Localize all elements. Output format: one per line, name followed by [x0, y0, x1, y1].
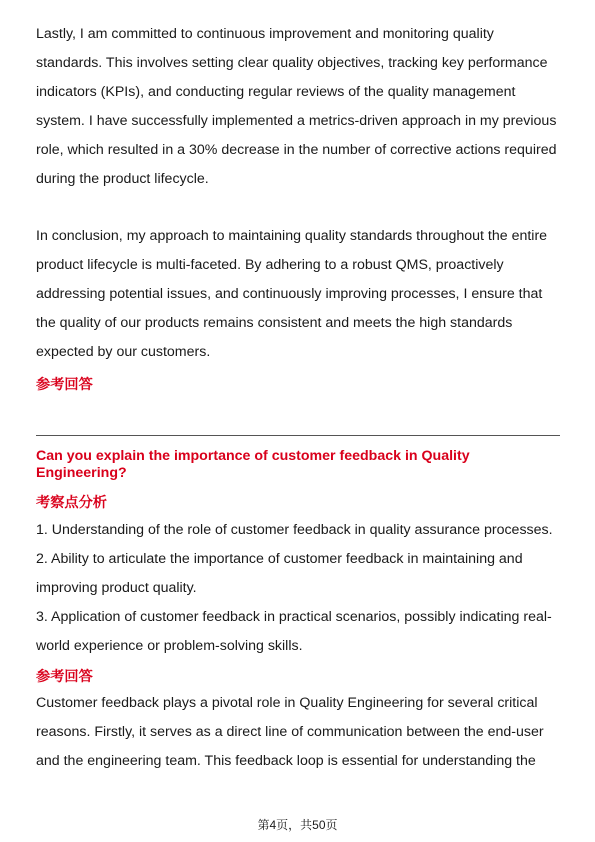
section-divider — [36, 435, 560, 436]
paragraph-continuous-improvement: Lastly, I am committed to continuous improvement and monitoring quality standards. This involves setting clear quality objectives, tracking key performance indicators (KPIs), and conducting regular reviews of the quality management system. I have successfully implemented a metrics-driven approach in my previous role, which resulted in a 30% decrease in the number of corrective actions required during the product lifecycle. — [36, 26, 557, 187]
analysis-point: 1. Understanding of the role of customer feedback in quality assurance processes. — [36, 522, 553, 538]
paragraph-conclusion: In conclusion, my approach to maintaining quality standards throughout the entire product lifecycle is multi-faceted. By adhering to a robust QMS, proactively addressing potential issues, and continuously improving processes, I ensure that the quality of our products remains consistent and meets the high standards expected by our customers. — [36, 228, 548, 360]
analysis-point: 2. Ability to articulate the importance of customer feedback in maintaining and improving product quality. — [36, 551, 523, 596]
answer-paragraph: Customer feedback plays a pivotal role in Quality Engineering for several critical reasons. Firstly, it serves as a direct line of communication between the end-user and the engineering team. This feedback loop is essential for understanding the — [36, 695, 544, 769]
paragraph-gap — [36, 194, 560, 222]
page-footer: 第4页，共50页 — [257, 818, 338, 832]
document-body — [36, 20, 560, 776]
analysis-points-list — [36, 516, 560, 661]
analysis-label: 考察点分析 — [36, 495, 107, 511]
reference-answer-label: 参考回答 — [36, 377, 93, 393]
reference-answer-label: 参考回答 — [36, 669, 93, 685]
question-heading: Can you explain the importance of customer feedback in Quality Engineering? — [36, 448, 470, 481]
analysis-point: 3. Application of customer feedback in practical scenarios, possibly indicating real-world experience or problem-solving skills. — [36, 609, 552, 654]
